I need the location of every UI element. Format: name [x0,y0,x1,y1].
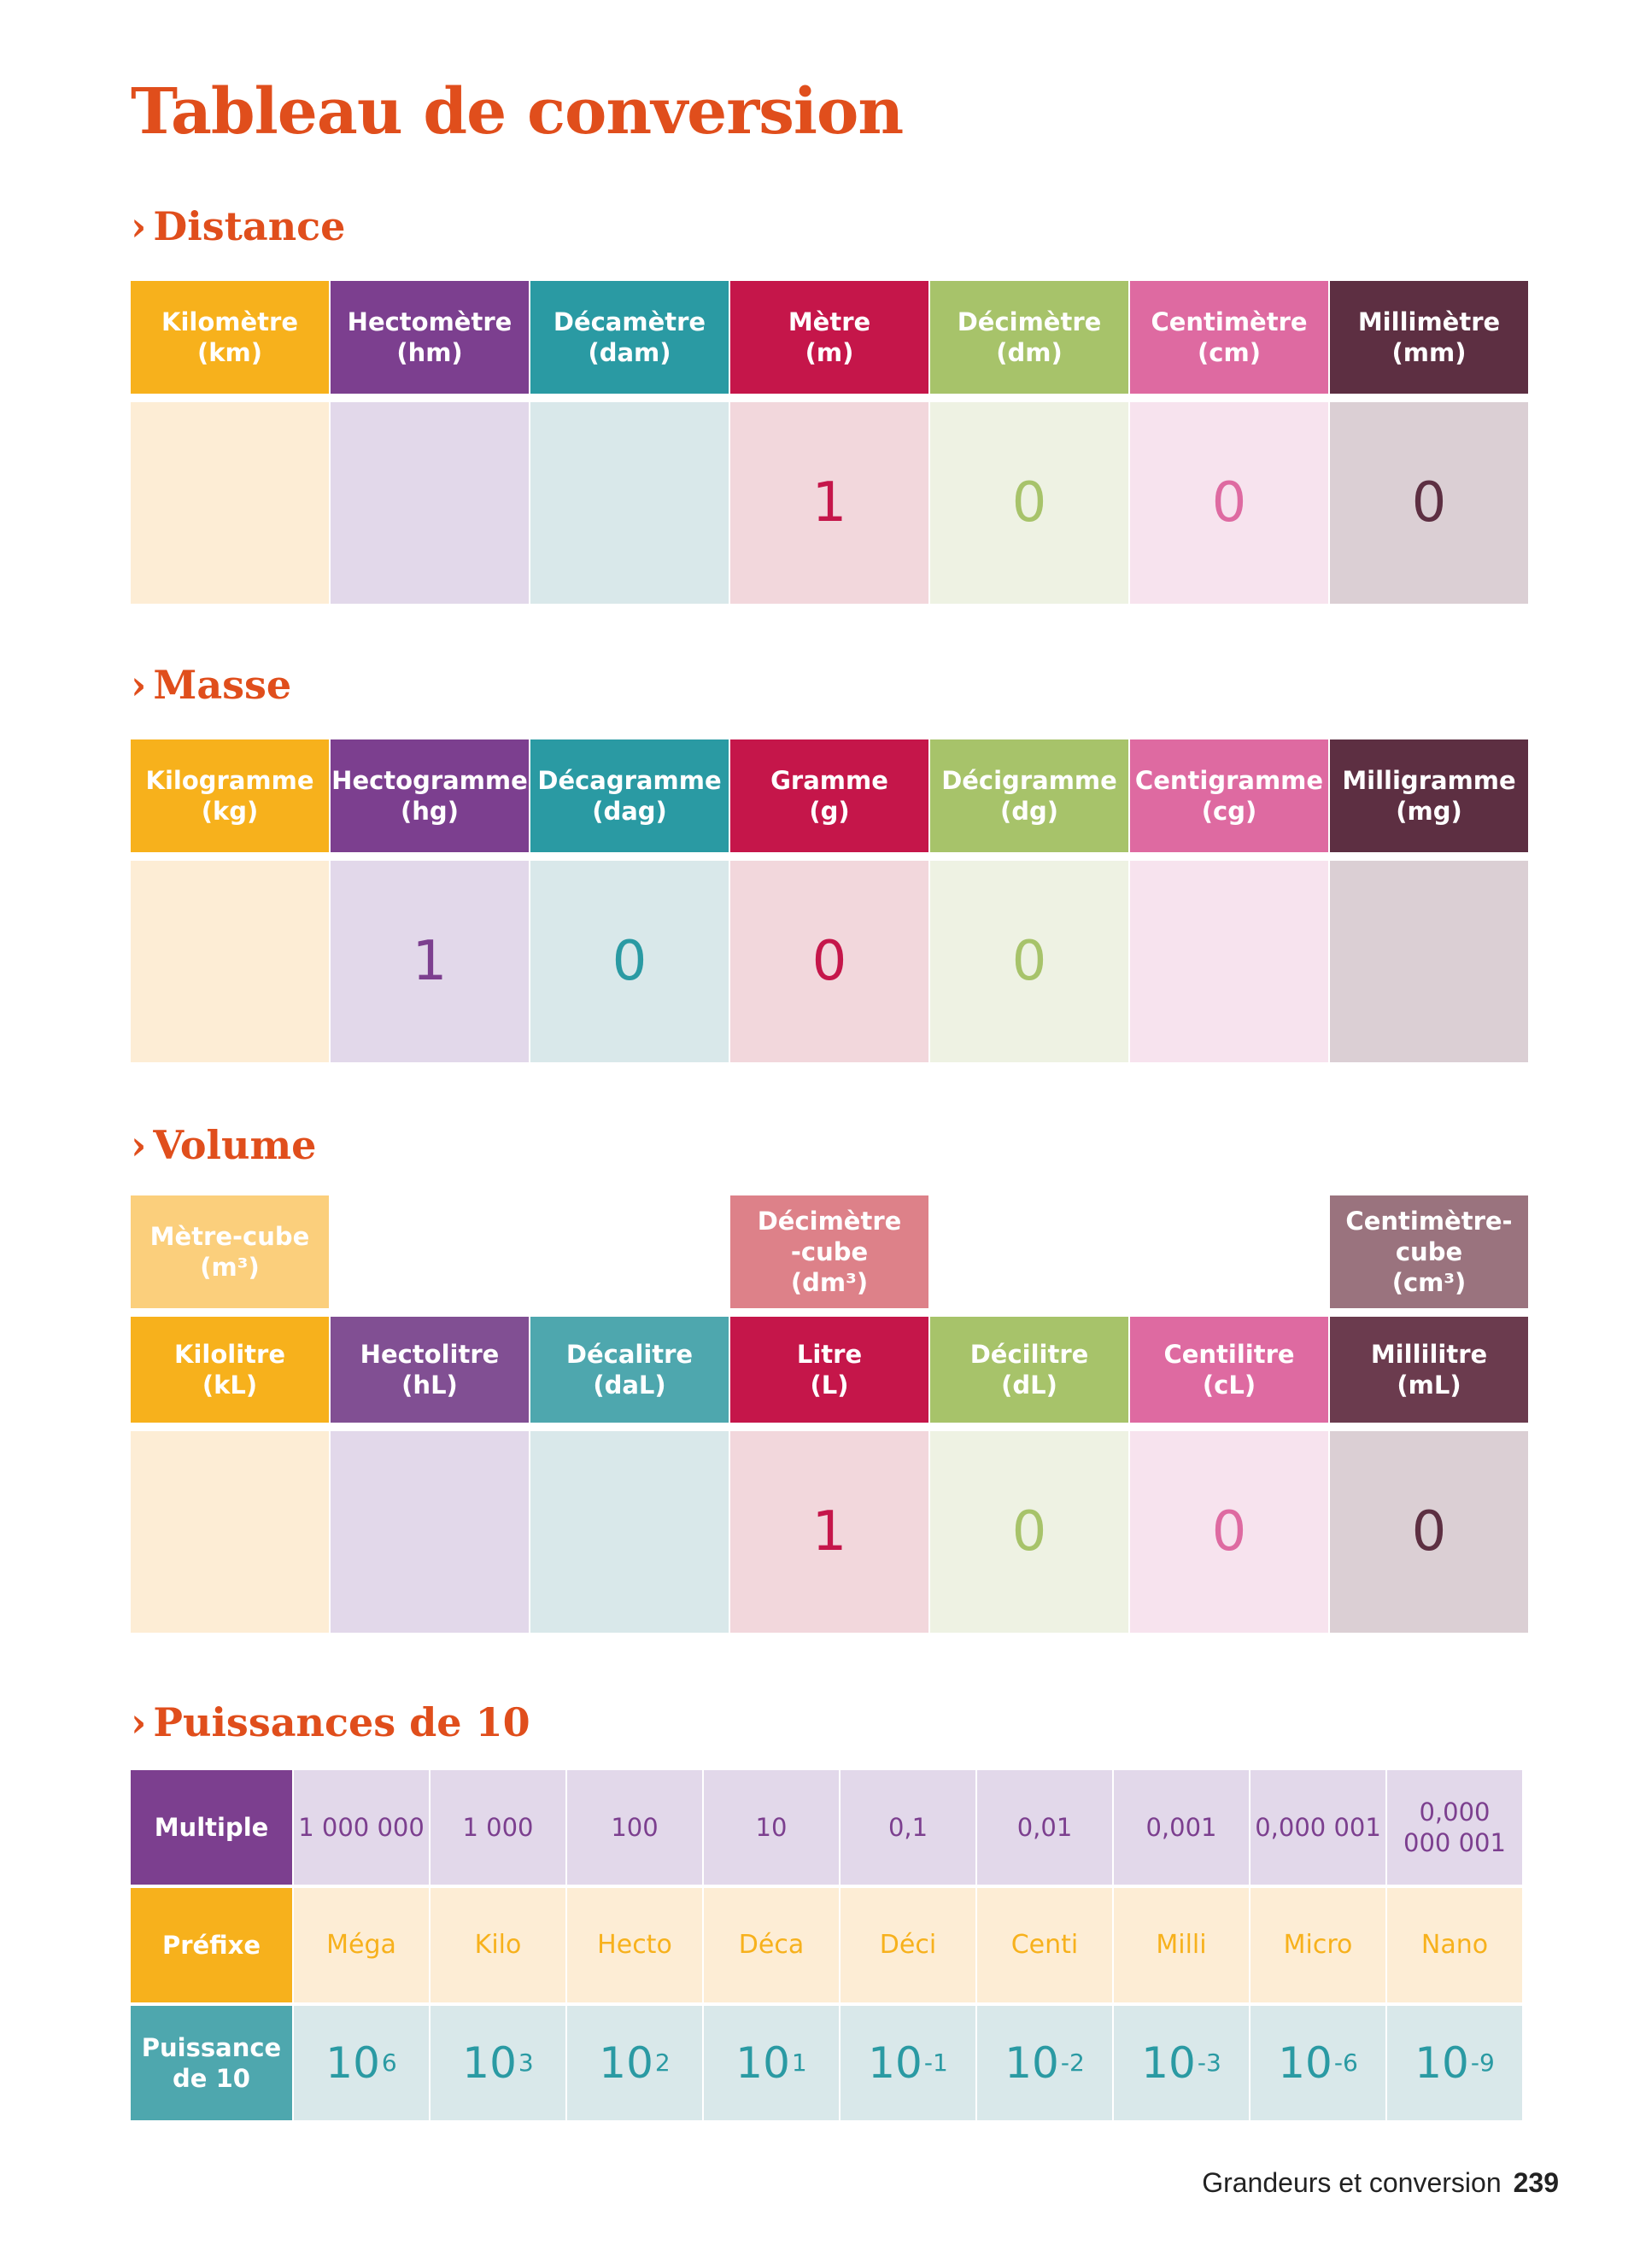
value-cell [1330,861,1528,1062]
value-cell: 0 [1130,402,1328,604]
value-cell [1130,861,1328,1062]
value-cell: 1 [331,861,529,1062]
value-cell: 0 [1130,1431,1328,1633]
header-cell: Milligramme (mg) [1330,739,1528,852]
powers-table [131,1770,1522,2120]
header-cell-m3: Mètre-cube (m³) [131,1195,329,1308]
chevron-right-icon: › [131,1699,147,1745]
header-cell-dm3: Décimètre -cube (dm³) [730,1195,928,1308]
header-cell: Kilomètre (km) [131,281,329,394]
chevron-right-icon: › [131,203,147,249]
multiple-cell: 0,000 001 [1250,1770,1385,1885]
section-title-distance: › Distance [131,203,346,249]
header-cell: Centigramme (cg) [1130,739,1328,852]
prefix-cell: Kilo [430,1888,565,2002]
header-cell: Millilitre (mL) [1330,1317,1528,1423]
row-label-prefixe: Préfixe [131,1888,292,2002]
power-cell: 10 -3 [1114,2006,1249,2120]
value-cell: 0 [530,861,729,1062]
value-cell: 0 [930,1431,1128,1633]
multiple-cell: 1 000 000 [294,1770,429,1885]
multiple-cell: 0,1 [840,1770,975,1885]
header-cell: Mètre (m) [730,281,928,394]
section-title-volume: › Volume [131,1122,317,1168]
prefix-cell: Centi [977,1888,1112,2002]
header-cell: Décimètre (dm) [930,281,1128,394]
value-cell [131,402,329,604]
power-cell: 10 -2 [977,2006,1112,2120]
value-cell: 0 [930,402,1128,604]
value-cell: 0 [930,861,1128,1062]
header-cell: Hectomètre (hm) [331,281,529,394]
prefix-cell: Déca [704,1888,839,2002]
value-cell: 0 [1330,1431,1528,1633]
prefix-cell: Micro [1250,1888,1385,2002]
value-cell [530,1431,729,1633]
header-cell: Hectolitre (hL) [331,1317,529,1423]
page-title: Tableau de conversion [131,75,904,149]
row-label-multiple: Multiple [131,1770,292,1885]
prefix-cell: Milli [1114,1888,1249,2002]
header-cell: Litre (L) [730,1317,928,1423]
value-cell: 0 [1330,402,1528,604]
power-cell: 10 1 [704,2006,839,2120]
header-cell: Décigramme (dg) [930,739,1128,852]
distance-table [131,281,1528,604]
prefix-cell: Nano [1387,1888,1522,2002]
value-cell [131,1431,329,1633]
row-label-puissance: Puissance de 10 [131,2006,292,2120]
value-cell [131,861,329,1062]
header-cell: Décamètre (dam) [530,281,729,394]
section-title-masse: › Masse [131,662,292,708]
power-cell: 10 2 [567,2006,702,2120]
header-cell: Kilogramme (kg) [131,739,329,852]
header-cell: Décagramme (dag) [530,739,729,852]
value-cell: 1 [730,402,928,604]
multiple-cell: 0,001 [1114,1770,1249,1885]
header-cell: Centimètre (cm) [1130,281,1328,394]
volume-table [131,1195,1528,1633]
value-cell: 1 [730,1431,928,1633]
prefix-cell: Déci [840,1888,975,2002]
header-cell-cm3: Centimètre- cube (cm³) [1330,1195,1528,1308]
header-cell: Gramme (g) [730,739,928,852]
section-title-puissances: › Puissances de 10 [131,1699,530,1745]
multiple-cell: 100 [567,1770,702,1885]
header-cell: Décilitre (dL) [930,1317,1128,1423]
prefix-cell: Hecto [567,1888,702,2002]
power-cell: 10 3 [430,2006,565,2120]
multiple-cell: 0,01 [977,1770,1112,1885]
multiple-cell: 1 000 [430,1770,565,1885]
page-footer [1202,2167,1559,2199]
page-number: 239 [1513,2167,1559,2198]
value-cell [530,402,729,604]
header-cell: Centilitre (cL) [1130,1317,1328,1423]
value-cell [331,402,529,604]
multiple-cell: 0,000 000 001 [1387,1770,1522,1885]
power-cell: 10 -9 [1387,2006,1522,2120]
footer-text: Grandeurs et conversion [1202,2167,1502,2198]
header-cell: Hectogramme (hg) [331,739,529,852]
value-cell [331,1431,529,1633]
power-cell: 10 -1 [840,2006,975,2120]
prefix-cell: Méga [294,1888,429,2002]
chevron-right-icon: › [131,1122,147,1168]
header-cell: Décalitre (daL) [530,1317,729,1423]
header-cell: Millimètre (mm) [1330,281,1528,394]
masse-table [131,739,1528,1062]
chevron-right-icon: › [131,662,147,708]
power-cell: 10 -6 [1250,2006,1385,2120]
value-cell: 0 [730,861,928,1062]
power-cell: 10 6 [294,2006,429,2120]
header-cell: Kilolitre (kL) [131,1317,329,1423]
multiple-cell: 10 [704,1770,839,1885]
